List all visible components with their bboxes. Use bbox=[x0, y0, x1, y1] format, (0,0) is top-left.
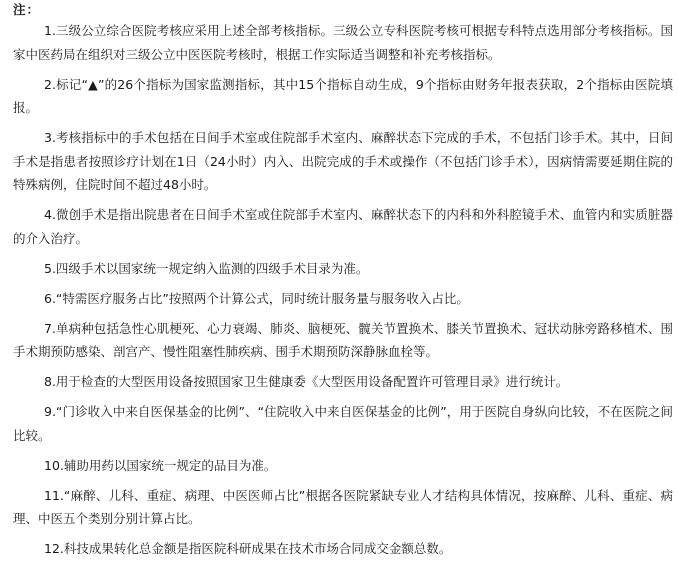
note-item: 1.三级公立综合医院考核应采用上述全部考核指标。三级公立专科医院考核可根据专科特点选用部分考核指标。国家中医药局在组织对三级公立中医医院考核时，根据工作实际适当调整和补充考核指标。 bbox=[13, 23, 673, 62]
note-item: 12.科技成果转化总金额是指医院科研成果在技术市场合同成交金额总数。 bbox=[44, 541, 452, 556]
note-item: 10.辅助用药以国家统一规定的品目为准。 bbox=[44, 457, 277, 473]
note-item: 4.微创手术是指出院患者在日间手术室或住院部手术室内、麻醉状态下的内科和外科腔镜手术、血管内和实质脏器的介入治疗。 bbox=[13, 207, 673, 246]
notes-heading: 注： bbox=[13, 2, 41, 17]
note-item: 8.用于检查的大型医用设备按照国家卫生健康委《大型医用设备配置许可管理目录》进行统计。 bbox=[44, 374, 569, 389]
notes-list bbox=[13, 19, 673, 561]
note-item: 6.“特需医疗服务占比”按照两个计算公式，同时统计服务量与服务收入占比。 bbox=[44, 290, 469, 306]
note-item: 5.四级手术以国家统一规定纳入监测的四级手术目录为准。 bbox=[44, 260, 369, 276]
note-item: 7.单病种包括急性心肌梗死、心力衰竭、肺炎、脑梗死、髋关节置换术、膝关节置换术、冠状动脉旁路移植术、围手术期预防感染、剖宫产、慢性阻塞性肺疾病、围手术期预防深静脉血栓等。 bbox=[13, 320, 673, 359]
note-item: 9.“门诊收入中来自医保基金的比例”、“住院收入中来自医保基金的比例”，用于医院自身纵向比较，不在医院之间比较。 bbox=[13, 404, 673, 443]
note-item: 3.考核指标中的手术包括在日间手术室或住院部手术室内、麻醉状态下完成的手术，不包括门诊手术。其中，日间手术是指患者按照诊疗计划在1日（24小时）内入、出院完成的手术或操作（不包括门诊手术），因病情需要延期住院的特殊病例，住院时间不超过48小时。 bbox=[13, 130, 673, 192]
note-item: 11.“麻醉、儿科、重症、病理、中医医师占比”根据各医院紧缺专业人才结构具体情况，按麻醉、儿科、重症、病理、中医五个类别分别计算占比。 bbox=[13, 487, 673, 526]
note-item: 2.标记“▲”的26个指标为国家监测指标，其中15个指标自动生成，9个指标由财务年报表获取，2个指标由医院填报。 bbox=[13, 76, 673, 115]
